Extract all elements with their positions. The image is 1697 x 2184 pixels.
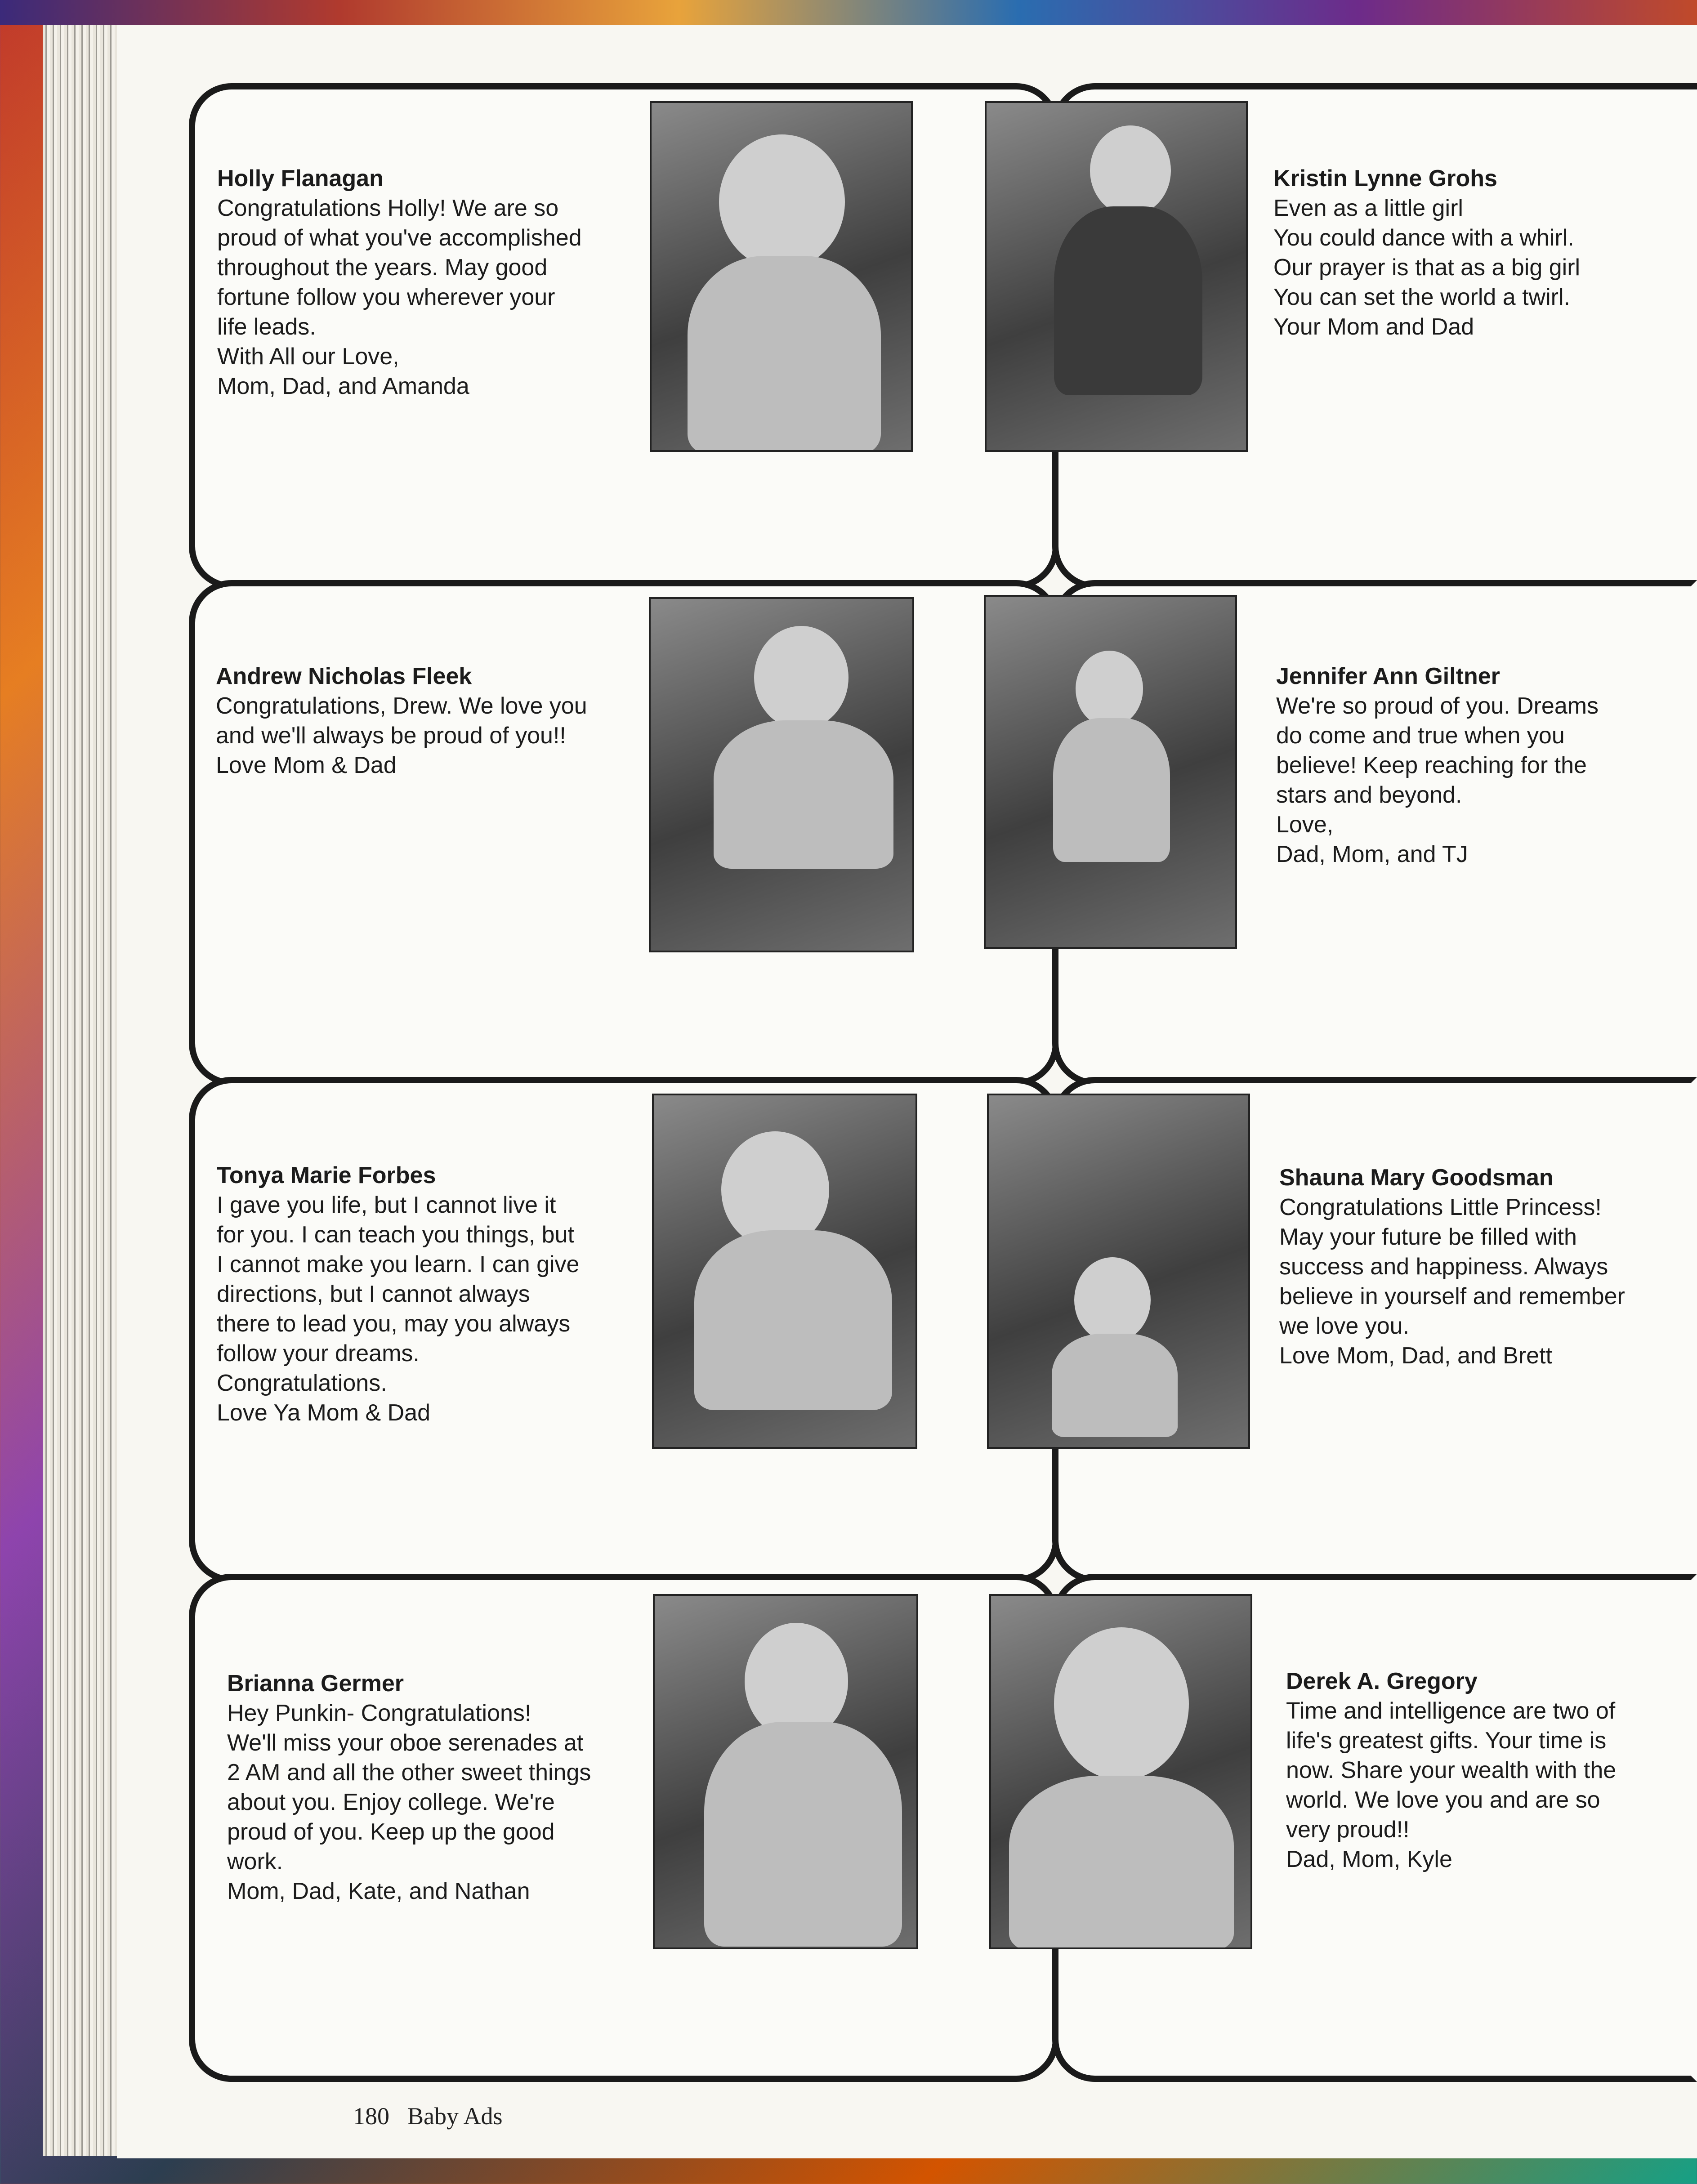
ad-text-jennifer (1276, 632, 1599, 869)
baby-photo-tonya (652, 1094, 917, 1449)
ad-message: Congratulations Holly! We are so proud of what you've accomplished throughout the years. May good fortune follow you wherever your life leads. With All our Love, Mom, Dad, and Amanda (217, 195, 582, 399)
ad-message: I gave you life, but I cannot live it for you. I can teach you things, but I cannot make you learn. I can give directions, but I cannot always there to lead you, may you always follow your dreams. Congratulations. Love Ya Mom & Dad (217, 1192, 580, 1426)
baby-photo-kristin (985, 101, 1248, 452)
ad-name: Kristin Lynne Grohs (1273, 165, 1497, 192)
ad-text-shauna (1279, 1133, 1625, 1371)
ad-message: We're so proud of you. Dreams do come and true when you believe! Keep reaching for the stars and beyond. Love, Dad, Mom, and TJ (1276, 693, 1599, 867)
ad-message: Even as a little girl You could dance with a whirl. Our prayer is that as a big girl You can set the world a twirl. Your Mom and Dad (1273, 195, 1581, 340)
baby-photo-holly (650, 101, 913, 452)
ad-message: Hey Punkin- Congratulations! We'll miss your oboe serenades at 2 AM and all the other sweet things about you. Enjoy college. We're proud of you. Keep up the good work. Mom, Dad, Kate, and Nathan (227, 1700, 591, 1904)
page-stack-edge (43, 25, 124, 2156)
ad-text-kristin (1273, 134, 1580, 342)
ad-name: Derek A. Gregory (1286, 1668, 1478, 1694)
ad-message: Time and intelligence are two of life's greatest gifts. Your time is now. Share your wealth with the world. We love you and are so very proud!! Dad, Mom, Kyle (1286, 1698, 1617, 1872)
page-footer (353, 2102, 521, 2130)
ad-text-holly (217, 134, 582, 401)
ad-name: Tonya Marie Forbes (217, 1162, 436, 1188)
ad-name: Jennifer Ann Giltner (1276, 663, 1500, 689)
baby-photo-jennifer (984, 595, 1237, 949)
baby-photo-brianna (653, 1594, 918, 1949)
page-number: 180 (353, 2103, 389, 2130)
yearbook-page (117, 25, 1697, 2158)
ad-text-andrew (216, 632, 587, 780)
ad-name: Holly Flanagan (217, 165, 384, 192)
ad-message: Congratulations, Drew. We love you and we'll always be proud of you!! Love Mom & Dad (216, 693, 587, 778)
ad-text-brianna (227, 1639, 591, 1906)
ad-name: Shauna Mary Goodsman (1279, 1165, 1554, 1191)
baby-photo-andrew (649, 597, 914, 952)
baby-photo-shauna (987, 1094, 1250, 1449)
ad-name: Brianna Germer (227, 1670, 404, 1697)
baby-photo-derek (989, 1594, 1252, 1949)
ad-text-derek (1286, 1637, 1616, 1874)
book-cover-edge (0, 0, 1697, 25)
ad-text-tonya (217, 1131, 579, 1428)
ad-name: Andrew Nicholas Fleek (216, 663, 472, 689)
ad-message: Congratulations Little Princess! May your future be filled with success and happiness. Always believe in yourself and remember we love you. Love Mom, Dad, and Brett (1279, 1194, 1625, 1369)
section-title: Baby Ads (407, 2103, 503, 2130)
